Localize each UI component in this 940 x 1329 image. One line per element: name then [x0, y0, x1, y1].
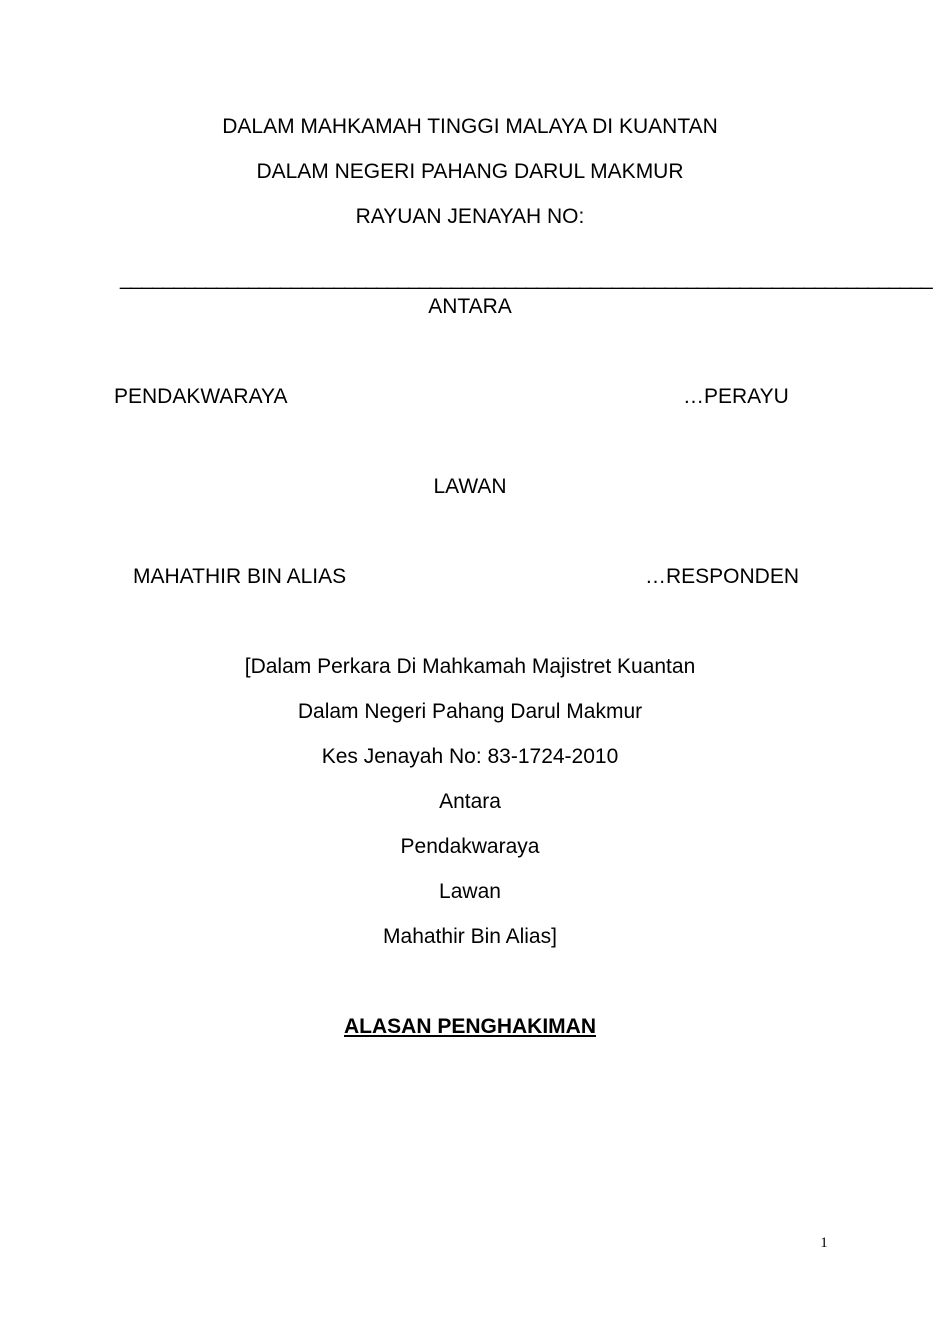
document-title: ALASAN PENGHAKIMAN: [344, 1015, 596, 1038]
lower-court-case-number: Kes Jenayah No: 83-1724-2010: [321, 745, 619, 768]
appellant-name: PENDAKWARAYA: [114, 385, 288, 408]
respondent-role: …RESPONDEN: [645, 565, 800, 588]
lower-court-between: Antara: [439, 790, 501, 813]
versus-label: LAWAN: [433, 475, 507, 498]
lower-court-line-2: Dalam Negeri Pahang Darul Makmur: [297, 700, 643, 723]
between-label: ANTARA: [428, 295, 512, 318]
lower-court-prosecutor: Pendakwaraya: [400, 835, 540, 858]
state-heading: DALAM NEGERI PAHANG DARUL MAKMUR: [256, 160, 684, 183]
lower-court-versus: Lawan: [439, 880, 501, 903]
appellant-role: …PERAYU: [683, 385, 789, 408]
lower-court-accused: Mahathir Bin Alias]: [383, 925, 557, 948]
court-heading: DALAM MAHKAMAH TINGGI MALAYA DI KUANTAN: [222, 115, 718, 138]
lower-court-line-1: [Dalam Perkara Di Mahkamah Majistret Kuantan: [244, 655, 696, 678]
respondent-name: MAHATHIR BIN ALIAS: [133, 565, 347, 588]
page-number: 1: [820, 1235, 828, 1251]
separator-rule: ____________________________________________________________________________: [120, 267, 932, 290]
appeal-number: RAYUAN JENAYAH NO:: [355, 205, 585, 228]
